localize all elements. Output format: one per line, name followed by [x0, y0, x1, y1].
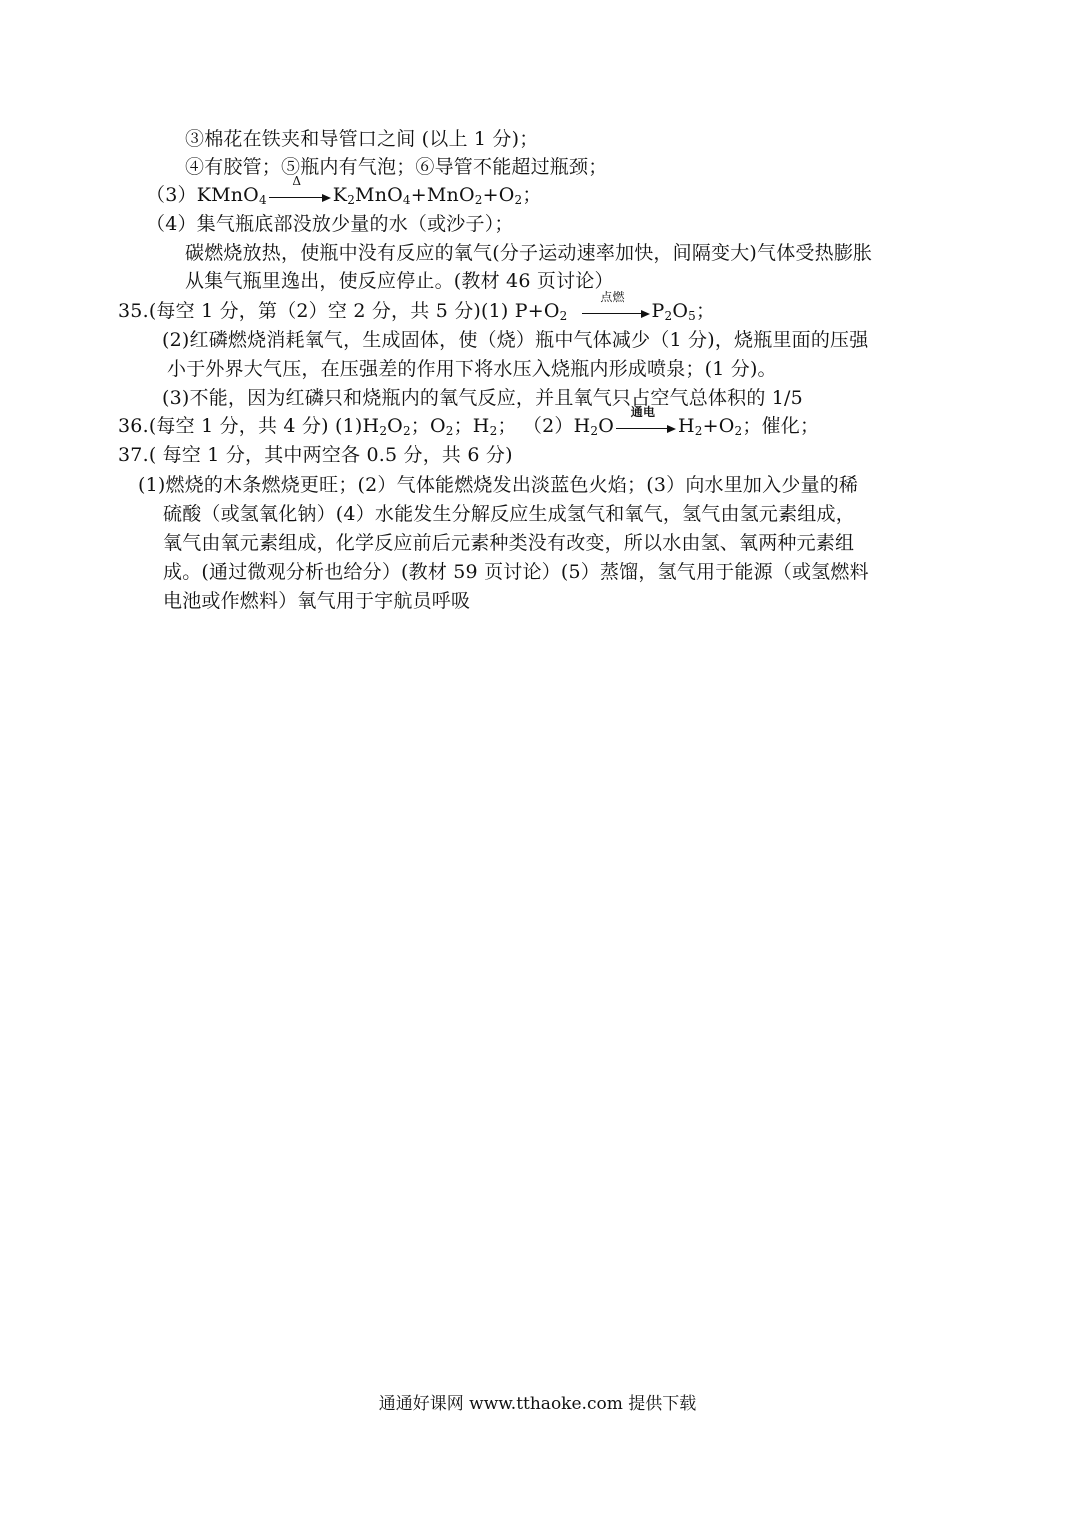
- text: +MnO: [410, 184, 475, 206]
- text: （4）集气瓶底部没放少量的水（或沙子）；: [146, 213, 514, 235]
- subscript: 2: [694, 424, 703, 438]
- text: (1)燃烧的木条燃烧更旺；(2）气体能燃烧发出淡蓝色火焰；(3）向水里加入少量的稀: [138, 474, 859, 496]
- subscript: 2: [514, 193, 523, 207]
- answer-line-34-2-part3: [185, 126, 538, 152]
- subscript: 4: [258, 193, 267, 207]
- text: P: [651, 300, 665, 322]
- reaction-arrow: [582, 290, 650, 317]
- text: O: [598, 415, 614, 437]
- text: ；: [695, 300, 716, 322]
- text: 35.(每空 1 分，第（2）空 2 分，共 5 分)(1) P+O: [118, 300, 560, 322]
- answer-line-37-b: [163, 501, 855, 527]
- text: +O: [702, 415, 735, 437]
- text: H: [677, 415, 695, 437]
- text: ③棉花在铁夹和导管口之间 (以上 1 分)；: [185, 128, 539, 150]
- subscript: 2: [347, 193, 356, 207]
- text: O: [387, 415, 403, 437]
- subscript: 2: [379, 424, 388, 438]
- subscript: 2: [474, 193, 483, 207]
- subscript: 2: [559, 309, 568, 323]
- answer-line-35-2-b: [167, 356, 777, 382]
- answer-line-37-header: [118, 442, 513, 468]
- answer-line-35-2-a: [162, 327, 868, 353]
- text: 从集气瓶里逸出，使反应停止。(教材 46 页讨论）: [185, 270, 614, 292]
- text: ；催化；: [742, 415, 820, 437]
- subscript: 2: [489, 424, 498, 438]
- reaction-arrow: [616, 405, 676, 432]
- text: MnO: [355, 184, 403, 206]
- text: 电池或作燃料）氧气用于宇航员呼吸: [163, 590, 471, 612]
- text: ④有胶管；⑤瓶内有气泡；⑥导管不能超过瓶颈；: [185, 156, 608, 178]
- answer-line-34-4-explanation-2: [185, 268, 614, 294]
- text: 37.( 每空 1 分，其中两空各 0.5 分，共 6 分): [118, 444, 513, 466]
- answer-line-37-c: [163, 530, 854, 556]
- answer-line-34-4: [146, 211, 514, 237]
- text: 36.(每空 1 分，共 4 分) (1)H: [118, 415, 380, 437]
- text: (2)红磷燃烧消耗氧气，生成固体，使（烧）瓶中气体减少（1 分)，烧瓶里面的压强: [162, 329, 869, 351]
- subscript: 2: [664, 309, 673, 323]
- answer-line-34-2-part4: [185, 154, 607, 180]
- text: (3)不能，因为红磷只和烧瓶内的氧气反应，并且氧气只占空气总体积的 1/5: [162, 387, 803, 409]
- answer-line-37-a: [138, 472, 858, 498]
- text: 成。(通过微观分析也给分）(教材 59 页讨论）(5）蒸馏，氢气用于能源（或氢燃料: [163, 561, 869, 583]
- text: O: [672, 300, 689, 322]
- reaction-condition: 通电: [630, 405, 656, 419]
- reaction-arrow: [269, 174, 331, 201]
- subscript: 2: [734, 424, 743, 438]
- reaction-condition: Δ: [292, 174, 302, 188]
- text: 氧气由氧元素组成，化学反应前后元素种类没有改变，所以水由氢、氧两种元素组: [163, 532, 855, 554]
- text: ；: [522, 184, 542, 206]
- text: （3）KMnO: [146, 184, 259, 206]
- text: 硫酸（或氢氧化钠）(4）水能发生分解反应生成氢气和氧气，氢气由氢元素组成，: [163, 503, 855, 525]
- page-footer: 通通好课网 www.tthaoke.com 提供下载: [378, 1394, 697, 1414]
- subscript: 2: [402, 424, 411, 438]
- answer-line-35-3: [162, 385, 803, 411]
- answer-line-36: [118, 405, 820, 439]
- text: ；O: [410, 415, 446, 437]
- text: ； （2）H: [497, 415, 591, 437]
- answer-line-35-1-equation: [118, 290, 716, 324]
- reaction-condition: 点燃: [600, 290, 625, 304]
- subscript: 4: [402, 193, 411, 207]
- answer-line-37-e: [163, 588, 470, 614]
- answer-line-34-4-explanation-1: [185, 240, 872, 266]
- text: ；H: [453, 415, 490, 437]
- subscript: 2: [445, 424, 454, 438]
- subscript: 5: [688, 309, 696, 323]
- text: +O: [482, 184, 515, 206]
- answer-line-37-d: [163, 559, 869, 585]
- text: K: [332, 184, 348, 206]
- subscript: 2: [590, 424, 599, 438]
- answer-line-34-3-equation: [146, 174, 542, 208]
- text: 碳燃烧放热，使瓶中没有反应的氧气(分子运动速率加快，间隔变大)气体受热膨胀: [185, 242, 873, 264]
- text: 小于外界大气压，在压强差的作用下将水压入烧瓶内形成喷泉；(1 分)。: [167, 358, 777, 380]
